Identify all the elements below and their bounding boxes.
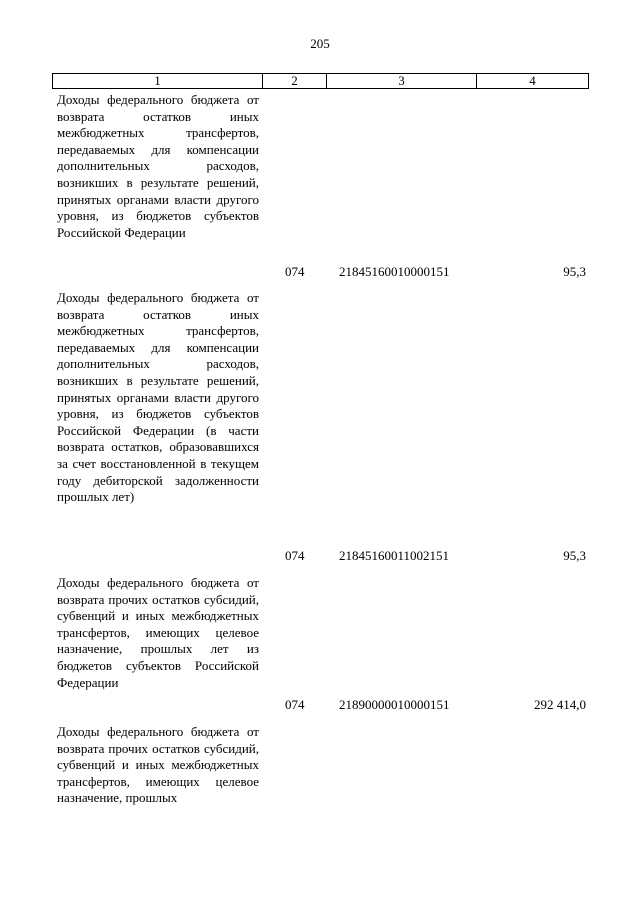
row-kbk: 21845160011002151: [339, 548, 450, 563]
row-amount: 95,3: [563, 264, 586, 279]
row-amount: 95,3: [563, 548, 586, 563]
row-description: Доходы федерального бюджета от возврата прочих остатков субсидий, субвенций и иных межбюджетных трансфертов, имеющих целевое назначение, прошлых лет из бюджетов субъектов Российской Федерации: [57, 575, 259, 690]
row-code: 074: [285, 548, 305, 563]
row-description: Доходы федерального бюджета от возврата остатков иных межбюджетных трансфертов, передаваемых для компенсации дополнительных расходов, возникших в результате решений, принятых органами власти другого уровня, из бюджетов субъектов Российской Федерации: [57, 92, 259, 240]
row-description: Доходы федерального бюджета от возврата остатков иных межбюджетных трансфертов, передаваемых для компенсации дополнительных расходов, возникших в результате решений, принятых органами власти другого уровня, из бюджетов субъектов Российской Федерации (в части возврата остатков, образовавшихся за счет восстановленной в текущем году дебиторской задолженности прошлых лет): [57, 290, 259, 505]
column-header-1: 1: [53, 74, 263, 88]
column-header-3: 3: [327, 74, 477, 88]
row-code: 074: [285, 697, 305, 712]
row-description: Доходы федерального бюджета от возврата прочих остатков субсидий, субвенций и иных межбюджетных трансфертов, имеющих целевое назначение, прошлых: [57, 724, 259, 806]
row-amount: 292 414,0: [534, 697, 586, 712]
column-header-4: 4: [529, 73, 536, 88]
row-kbk: 21890000010000151: [339, 697, 450, 712]
page-number: 205: [310, 36, 330, 51]
row-code: 074: [285, 264, 305, 279]
column-header-2: 2: [263, 74, 327, 88]
table-header: [52, 73, 589, 89]
row-kbk: 21845160010000151: [339, 264, 450, 279]
